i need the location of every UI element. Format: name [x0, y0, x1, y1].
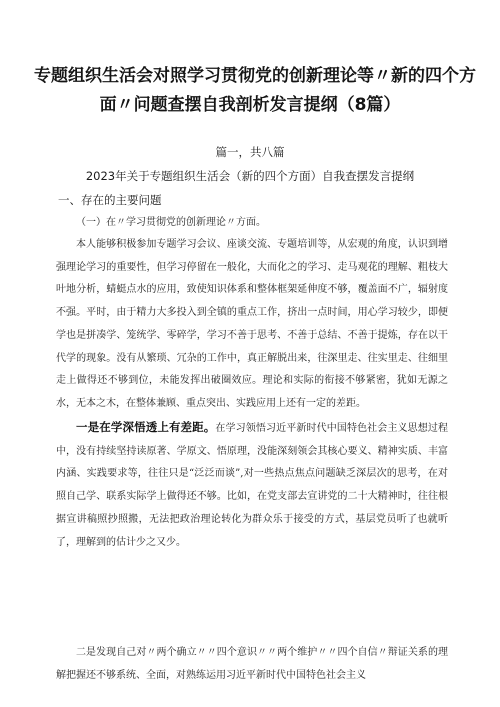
document-title [34, 62, 476, 120]
subsection-1: （一）在〃学习贯彻党的创新理论〃方面。 [76, 217, 266, 228]
subsection-heading [56, 212, 448, 235]
paragraph-2-lead: 一是在学深悟透上有差距。 [76, 420, 216, 434]
part-label: 篇一，共八篇 [215, 145, 285, 159]
paragraph-1-block [56, 234, 448, 416]
paragraph-2-text: 在学习领悟习近平新时代中国特色社会主义思想过程中，没有持续坚持读原著、学原文、悟原理，没能深刻领会其核心要义、精神实质、丰富内涵、实践要求等，往往只是“泛泛而谈”,对一些热点焦点问题缺乏深层次的思考，在对照自己学、联系实际学上做得还不够。比如，在党支部去宣讲党的二十大精神时，往往根据宣讲稿照抄照搬，无法把政治理论转化为群众乐于接受的方式，基层党员听了也就听了，理解到的估计少之又少。 [56, 423, 449, 548]
section-heading: 一、存在的主要问题 [58, 193, 162, 207]
paragraph-2-block [56, 416, 448, 554]
paragraph-1: 本人能够积极参加专题学习会议、座谈交流、专题培训等，从宏观的角度，认识到增强理论学习的重要性，但学习停留在一般化，大而化之的学习、走马观花的理解、粗枝大叶地分析，蜻蜓点水的应用，致使知识体系和整体框架延伸度不够，覆盖面不广，辐射度不强。平时，由于精力大多投入到全镇的重点工作，挤出一点时间，用心学习较少，即便学也是拼凑学、笼统学、零碎学，学习不善于思考、不善于总结、不善于提炼，存在以干代学的现象。没有从繁琐、冗杂的工作中，真正解脱出来，往深里走、往实里走、往细里走上做得还不够到位，未能发挥出破圈效应。理论和实际的衔接不够紧密，犹如无源之水，无本之木，在整体兼顾、重点突出、实践应用上还有一定的差距。 [56, 239, 448, 409]
title-line-2: 面〃问题查摆自我剖析发言提纲（8篇） [99, 95, 401, 115]
title-line-1: 专题组织生活会对照学习贯彻党的创新理论等〃新的四个方 [34, 66, 476, 86]
subtitle: 2023年关于专题组织生活会（新的四个方面）自我查摆发言提纲 [85, 169, 415, 183]
paragraph-2 [56, 416, 448, 554]
paragraph-3-block [56, 642, 448, 687]
paragraph-3: 二是发现自己对〃两个确立〃〃四个意识〃〃两个维护〃〃四个自信〃辩证关系的理解把握还不够系统、全面，对熟练运用习近平新时代中国特色社会主义 [56, 647, 448, 681]
